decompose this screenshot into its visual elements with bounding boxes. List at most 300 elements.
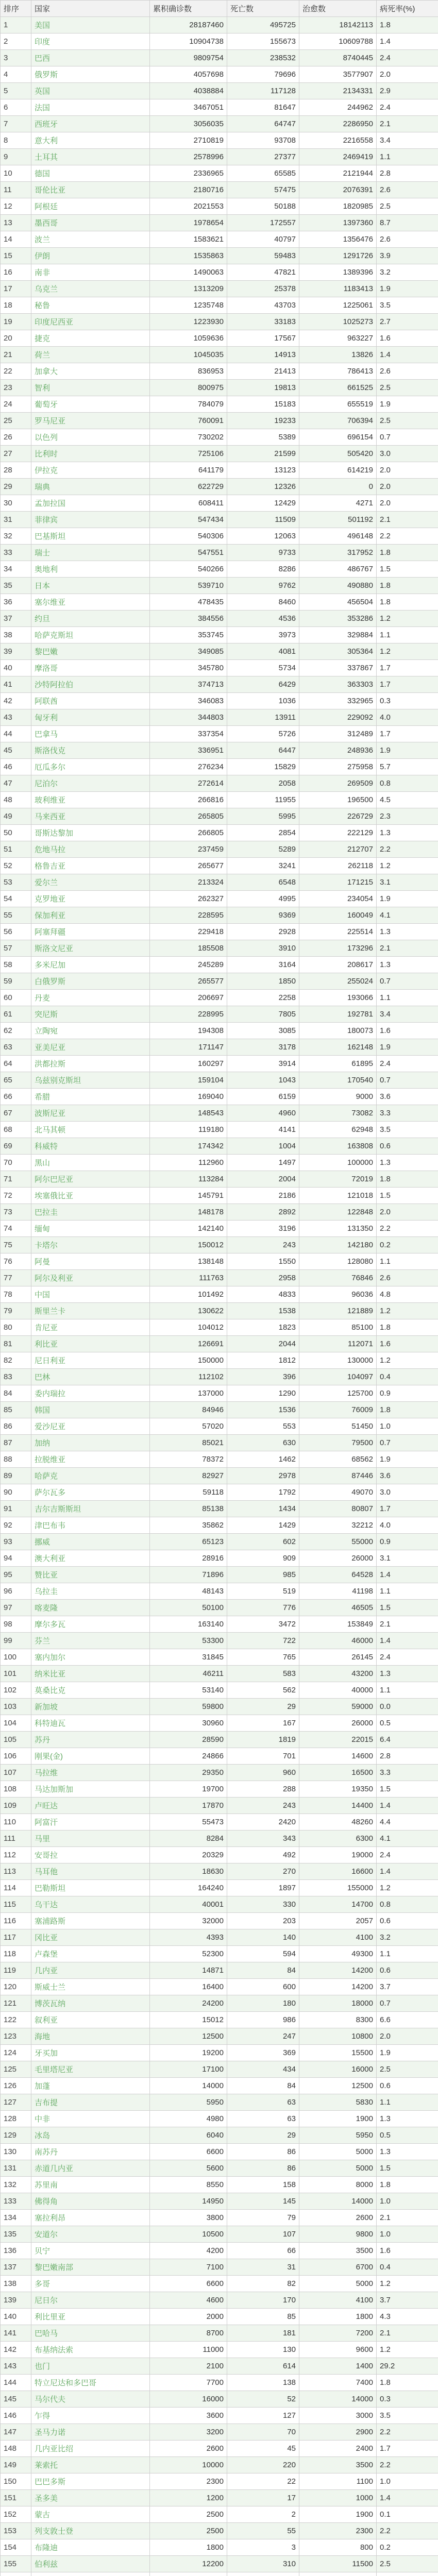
cell-confirmed: 1535863: [150, 248, 227, 264]
cell-recovered: 26000: [299, 1550, 377, 1567]
cell-recovered: 1900: [299, 2111, 377, 2127]
cell-recovered: 180073: [299, 1023, 377, 1039]
cell-fatality-rate: 3.9: [377, 248, 438, 264]
cell-deaths: 145: [227, 2193, 299, 2210]
cell-country: 佛得角: [31, 2193, 150, 2210]
cell-recovered: 1000: [299, 2490, 377, 2506]
cell-fatality-rate: 1.3: [377, 924, 438, 940]
cell-deaths: 57475: [227, 182, 299, 198]
cell-country: 斯洛文尼亚: [31, 940, 150, 957]
cell-deaths: 2186: [227, 1188, 299, 1204]
cell-recovered: 8000: [299, 2177, 377, 2193]
table-row: [1, 1089, 438, 1105]
table-row: [1, 1550, 438, 1567]
cell-fatality-rate: 1.0: [377, 2193, 438, 2210]
cell-country: 挪威: [31, 1534, 150, 1550]
cell-fatality-rate: 1.5: [377, 2160, 438, 2177]
cell-rank: 44: [1, 726, 31, 742]
cell-deaths: 630: [227, 1435, 299, 1451]
cell-country: 美国: [31, 17, 150, 33]
cell-country: 黎巴嫩南部: [31, 2259, 150, 2276]
cell-recovered: 16500: [299, 1765, 377, 1781]
cell-recovered: 14200: [299, 1979, 377, 1995]
cell-country: 乌拉圭: [31, 1583, 150, 1600]
cell-fatality-rate: 2.2: [377, 2424, 438, 2441]
cell-deaths: 181: [227, 2325, 299, 2342]
cell-confirmed: 3200: [150, 2424, 227, 2441]
cell-fatality-rate: 1.1: [377, 1253, 438, 1270]
table-row: [1, 2441, 438, 2457]
cell-recovered: 1356476: [299, 231, 377, 248]
cell-country: 苏里南: [31, 2177, 150, 2193]
cell-recovered: 100000: [299, 1155, 377, 1171]
cell-country: 黎巴嫩: [31, 643, 150, 660]
cell-confirmed: 2600: [150, 2441, 227, 2457]
cell-country: 西班牙: [31, 116, 150, 132]
cell-fatality-rate: 1.7: [377, 660, 438, 676]
cell-country: 突尼斯: [31, 1006, 150, 1023]
cell-rank: 117: [1, 1929, 31, 1946]
cell-deaths: 985: [227, 1567, 299, 1583]
table-row: [1, 2473, 438, 2490]
cell-deaths: 8286: [227, 561, 299, 578]
cell-country: 科威特: [31, 1138, 150, 1155]
cell-country: 乌克兰: [31, 281, 150, 297]
table-row: [1, 1896, 438, 1913]
cell-fatality-rate: 3.2: [377, 1929, 438, 1946]
cell-deaths: 3085: [227, 1023, 299, 1039]
cell-confirmed: 3467051: [150, 99, 227, 116]
cell-country: 孟加拉国: [31, 495, 150, 512]
cell-confirmed: 353745: [150, 627, 227, 643]
table-row: [1, 611, 438, 627]
table-row: [1, 676, 438, 693]
cell-confirmed: 29350: [150, 1765, 227, 1781]
table-row: [1, 1682, 438, 1699]
cell-confirmed: 28187460: [150, 17, 227, 33]
cell-rank: 122: [1, 2012, 31, 2028]
table-row: [1, 2259, 438, 2276]
cell-country: 塞尔维亚: [31, 594, 150, 611]
cell-recovered: 125700: [299, 1385, 377, 1402]
cell-confirmed: 52300: [150, 1946, 227, 1962]
cell-rank: 7: [1, 116, 31, 132]
cell-rank: 48: [1, 792, 31, 808]
cell-country: 波斯尼亚: [31, 1105, 150, 1122]
cell-fatality-rate: 2.4: [377, 1847, 438, 1863]
table-row: [1, 2078, 438, 2094]
cell-rank: 92: [1, 1517, 31, 1534]
cell-recovered: 5000: [299, 2144, 377, 2160]
cell-recovered: 14400: [299, 1798, 377, 1814]
cell-recovered: 18142113: [299, 17, 377, 33]
cell-rank: 124: [1, 2045, 31, 2061]
cell-rank: 98: [1, 1616, 31, 1633]
cell-deaths: 52: [227, 2391, 299, 2408]
table-row: [1, 1336, 438, 1352]
cell-country: 奥地利: [31, 561, 150, 578]
cell-fatality-rate: 3.6: [377, 1089, 438, 1105]
cell-recovered: 8740445: [299, 50, 377, 66]
cell-recovered: 1291726: [299, 248, 377, 264]
cell-rank: 101: [1, 1666, 31, 1682]
cell-fatality-rate: 6.6: [377, 2012, 438, 2028]
cell-confirmed: 12200: [150, 2556, 227, 2572]
cell-recovered: 5000: [299, 2160, 377, 2177]
cell-fatality-rate: 2.8: [377, 165, 438, 182]
table-row: [1, 1188, 438, 1204]
cell-deaths: 172557: [227, 215, 299, 231]
cell-recovered: 32212: [299, 1517, 377, 1534]
cell-deaths: 170: [227, 2292, 299, 2309]
cell-fatality-rate: 3.7: [377, 2292, 438, 2309]
cell-confirmed: 82927: [150, 1468, 227, 1484]
cell-recovered: 59000: [299, 1699, 377, 1715]
cell-deaths: 167: [227, 1715, 299, 1732]
cell-country: 多哥: [31, 2276, 150, 2292]
cell-country: 特立尼达和多巴哥: [31, 2375, 150, 2391]
cell-rank: 58: [1, 957, 31, 973]
cell-recovered: 2286950: [299, 116, 377, 132]
cell-rank: 89: [1, 1468, 31, 1484]
cell-recovered: 363303: [299, 676, 377, 693]
table-row: [1, 759, 438, 775]
cell-country: 卢森堡: [31, 1946, 150, 1962]
table-row: [1, 1451, 438, 1468]
cell-recovered: 14000: [299, 2391, 377, 2408]
cell-country: 海地: [31, 2028, 150, 2045]
cell-deaths: 1823: [227, 1319, 299, 1336]
table-row: [1, 2490, 438, 2506]
cell-fatality-rate: 3.5: [377, 2408, 438, 2424]
cell-rank: 131: [1, 2160, 31, 2177]
table-row: [1, 2094, 438, 2111]
cell-confirmed: 14000: [150, 2078, 227, 2094]
cell-rank: 93: [1, 1534, 31, 1550]
cell-country: 尼日尔: [31, 2292, 150, 2309]
cell-fatality-rate: 0.4: [377, 1369, 438, 1385]
table-row: [1, 660, 438, 676]
cell-confirmed: 84946: [150, 1402, 227, 1418]
table-row: [1, 2061, 438, 2078]
cell-country: 波兰: [31, 231, 150, 248]
cell-country: 哥斯达黎加: [31, 825, 150, 841]
cell-deaths: 4995: [227, 891, 299, 907]
cell-deaths: 600: [227, 1979, 299, 1995]
cell-fatality-rate: 1.2: [377, 643, 438, 660]
cell-rank: 100: [1, 1649, 31, 1666]
cell-country: 哈萨克斯坦: [31, 627, 150, 643]
cell-confirmed: 163140: [150, 1616, 227, 1633]
cell-confirmed: 53140: [150, 1682, 227, 1699]
cell-rank: 145: [1, 2391, 31, 2408]
cell-fatality-rate: 2.7: [377, 314, 438, 330]
cell-rank: 144: [1, 2375, 31, 2391]
cell-country: 几内亚比绍: [31, 2441, 150, 2457]
table-row: [1, 413, 438, 429]
cell-country: 尼日利亚: [31, 1352, 150, 1369]
cell-fatality-rate: 1.7: [377, 1501, 438, 1517]
cell-rank: 22: [1, 363, 31, 380]
cell-recovered: 4271: [299, 495, 377, 512]
cell-rank: 114: [1, 1880, 31, 1896]
cell-deaths: 288: [227, 1781, 299, 1798]
cell-rank: 14: [1, 231, 31, 248]
cell-deaths: 13123: [227, 462, 299, 479]
table-row: [1, 2160, 438, 2177]
cell-confirmed: 8550: [150, 2177, 227, 2193]
cell-recovered: 353286: [299, 611, 377, 627]
table-row: [1, 2342, 438, 2358]
cell-deaths: [227, 2572, 299, 2576]
table-row: [1, 2243, 438, 2259]
cell-confirmed: 12500: [150, 2028, 227, 2045]
cell-deaths: 5734: [227, 660, 299, 676]
table-row: [1, 1715, 438, 1732]
cell-country: 墨西哥: [31, 215, 150, 231]
cell-fatality-rate: 1.0: [377, 2226, 438, 2243]
cell-rank: 116: [1, 1913, 31, 1929]
cell-deaths: 238532: [227, 50, 299, 66]
cell-deaths: 330: [227, 1896, 299, 1913]
cell-country: 印度尼西亚: [31, 314, 150, 330]
cell-recovered: 312489: [299, 726, 377, 742]
cell-rank: 43: [1, 709, 31, 726]
cell-deaths: 2258: [227, 990, 299, 1006]
cell-confirmed: 142140: [150, 1221, 227, 1237]
cell-country: 土耳其: [31, 149, 150, 165]
cell-confirmed: 2500: [150, 2506, 227, 2523]
table-row: [1, 2325, 438, 2342]
cell-deaths: 130: [227, 2342, 299, 2358]
cell-fatality-rate: 1.6: [377, 1336, 438, 1352]
cell-country: 津巴布韦: [31, 1517, 150, 1534]
table-row: [1, 1039, 438, 1056]
cell-confirmed: 725106: [150, 446, 227, 462]
cell-recovered: 2469419: [299, 149, 377, 165]
table-row: [1, 545, 438, 561]
cell-recovered: 1183413: [299, 281, 377, 297]
cell-confirmed: 46211: [150, 1666, 227, 1682]
cell-deaths: 960: [227, 1765, 299, 1781]
cell-rank: 31: [1, 512, 31, 528]
cell-recovered: 79500: [299, 1435, 377, 1451]
table-row: [1, 1534, 438, 1550]
table-row: [1, 1732, 438, 1748]
cell-recovered: 706394: [299, 413, 377, 429]
cell-country: 中国: [31, 1286, 150, 1303]
cell-country: 玻利维亚: [31, 792, 150, 808]
cell-deaths: 3196: [227, 1221, 299, 1237]
cell-confirmed: 17870: [150, 1798, 227, 1814]
cell-country: 冰岛: [31, 2127, 150, 2144]
cell-recovered: 456504: [299, 594, 377, 611]
cell-rank: 32: [1, 528, 31, 545]
cell-country: 秘鲁: [31, 297, 150, 314]
cell-deaths: 1462: [227, 1451, 299, 1468]
cell-country: 科特迪瓦: [31, 1715, 150, 1732]
table-row: [1, 1616, 438, 1633]
cell-fatality-rate: 4.3: [377, 2309, 438, 2325]
cell-deaths: 1429: [227, 1517, 299, 1534]
cell-recovered: 46505: [299, 1600, 377, 1616]
cell-recovered: 696154: [299, 429, 377, 446]
cell-confirmed: 237459: [150, 841, 227, 858]
cell-deaths: 1043: [227, 1072, 299, 1089]
cell-recovered: 1389396: [299, 264, 377, 281]
cell-recovered: 131350: [299, 1221, 377, 1237]
cell-deaths: 1792: [227, 1484, 299, 1501]
cell-deaths: 3910: [227, 940, 299, 957]
cell-deaths: 2420: [227, 1814, 299, 1831]
table-row: [1, 957, 438, 973]
cell-confirmed: 17100: [150, 2061, 227, 2078]
cell-rank: 68: [1, 1122, 31, 1138]
cell-confirmed: 641179: [150, 462, 227, 479]
cell-fatality-rate: 2.6: [377, 231, 438, 248]
cell-confirmed: 16400: [150, 1979, 227, 1995]
cell-fatality-rate: 1.2: [377, 611, 438, 627]
cell-country: 乌干达: [31, 1896, 150, 1913]
cell-deaths: 19233: [227, 413, 299, 429]
cell-rank: 109: [1, 1798, 31, 1814]
cell-confirmed: 245289: [150, 957, 227, 973]
cell-rank: 61: [1, 1006, 31, 1023]
cell-fatality-rate: 0.2: [377, 1237, 438, 1253]
cell-country: 日本: [31, 578, 150, 594]
cell-recovered: 2300: [299, 2523, 377, 2539]
cell-deaths: 79: [227, 2210, 299, 2226]
cell-deaths: 3973: [227, 627, 299, 643]
cell-deaths: 155673: [227, 33, 299, 50]
cell-fatality-rate: 1.2: [377, 2276, 438, 2292]
table-row: [1, 297, 438, 314]
cell-country: 加纳: [31, 1435, 150, 1451]
cell-recovered: 16600: [299, 1863, 377, 1880]
cell-confirmed: 150012: [150, 1237, 227, 1253]
header-fatality-rate: 病死率(%): [377, 1, 438, 17]
table-row: [1, 1402, 438, 1418]
cell-rank: 29: [1, 479, 31, 495]
cell-recovered: 655519: [299, 396, 377, 413]
cell-confirmed: 145791: [150, 1188, 227, 1204]
cell-confirmed: 19700: [150, 1781, 227, 1798]
cell-rank: 74: [1, 1221, 31, 1237]
cell-recovered: 51450: [299, 1418, 377, 1435]
cell-recovered: 317952: [299, 545, 377, 561]
cell-deaths: 3914: [227, 1056, 299, 1072]
table-row: [1, 396, 438, 413]
cell-fatality-rate: 1.3: [377, 1155, 438, 1171]
cell-deaths: 45: [227, 2441, 299, 2457]
cell-confirmed: 31845: [150, 1649, 227, 1666]
table-row: [1, 149, 438, 165]
table-row: [1, 1913, 438, 1929]
cell-recovered: 170540: [299, 1072, 377, 1089]
cell-deaths: 66: [227, 2243, 299, 2259]
cell-country: 罗马尼亚: [31, 413, 150, 429]
cell-rank: 41: [1, 676, 31, 693]
cell-fatality-rate: 0.9: [377, 1534, 438, 1550]
cell-confirmed: 104012: [150, 1319, 227, 1336]
cell-deaths: 81647: [227, 99, 299, 116]
cell-fatality-rate: 2.0: [377, 462, 438, 479]
cell-confirmed: 3800: [150, 2210, 227, 2226]
cell-confirmed: 228595: [150, 907, 227, 924]
cell-country: 圣多美: [31, 2490, 150, 2506]
table-body: [1, 17, 438, 2576]
cell-rank: 1: [1, 17, 31, 33]
cell-confirmed: 35862: [150, 1517, 227, 1534]
cell-confirmed: 130622: [150, 1303, 227, 1319]
cell-deaths: 270: [227, 1863, 299, 1880]
cell-country: 毛里塔尼亚: [31, 2061, 150, 2078]
cell-rank: 77: [1, 1270, 31, 1286]
cell-country: 澳大利亚: [31, 1550, 150, 1567]
cell-country: 乌兹别克斯坦: [31, 1072, 150, 1089]
cell-deaths: 1538: [227, 1303, 299, 1319]
cell-deaths: 434: [227, 2061, 299, 2078]
cell-recovered: 10609788: [299, 33, 377, 50]
cell-recovered: 13826: [299, 347, 377, 363]
cell-country: 斯洛伐克: [31, 742, 150, 759]
cell-rank: 63: [1, 1039, 31, 1056]
table-row: [1, 495, 438, 512]
cell-deaths: 12326: [227, 479, 299, 495]
cell-recovered: 3500: [299, 2457, 377, 2473]
cell-deaths: 158: [227, 2177, 299, 2193]
cell-recovered: 122848: [299, 1204, 377, 1221]
table-row: [1, 2375, 438, 2391]
cell-confirmed: 57020: [150, 1418, 227, 1435]
cell-country: 塞拉利昂: [31, 2210, 150, 2226]
cell-confirmed: 539710: [150, 578, 227, 594]
cell-country: 苏丹: [31, 1732, 150, 1748]
cell-country: 巴哈马: [31, 2325, 150, 2342]
cell-deaths: 243: [227, 1237, 299, 1253]
cell-confirmed: 85138: [150, 1501, 227, 1517]
cell-fatality-rate: 3.3: [377, 1765, 438, 1781]
table-row: [1, 116, 438, 132]
header-confirmed: 累积确诊数: [150, 1, 227, 17]
cell-deaths: 25378: [227, 281, 299, 297]
cell-rank: 38: [1, 627, 31, 643]
cell-recovered: 501192: [299, 512, 377, 528]
cell-recovered: 73082: [299, 1105, 377, 1122]
cell-confirmed: 11000: [150, 2342, 227, 2358]
cell-deaths: 4081: [227, 643, 299, 660]
cell-deaths: 86: [227, 2144, 299, 2160]
cell-recovered: 329884: [299, 627, 377, 643]
cell-confirmed: 272614: [150, 775, 227, 792]
cell-rank: 150: [1, 2473, 31, 2490]
cell-fatality-rate: [377, 2572, 438, 2576]
cell-deaths: 14913: [227, 347, 299, 363]
cell-confirmed: 2021553: [150, 198, 227, 215]
cell-recovered: 6700: [299, 2259, 377, 2276]
cell-confirmed: 2336965: [150, 165, 227, 182]
cell-rank: 136: [1, 2243, 31, 2259]
cell-recovered: 234054: [299, 891, 377, 907]
header-country: 国家: [31, 1, 150, 17]
cell-recovered: 15500: [299, 2045, 377, 2061]
cell-fatality-rate: 0.2: [377, 2539, 438, 2556]
cell-rank: 86: [1, 1418, 31, 1435]
cell-recovered: 128080: [299, 1253, 377, 1270]
cell-deaths: 140: [227, 1929, 299, 1946]
table-row: [1, 1995, 438, 2012]
cell-fatality-rate: 1.4: [377, 2490, 438, 2506]
